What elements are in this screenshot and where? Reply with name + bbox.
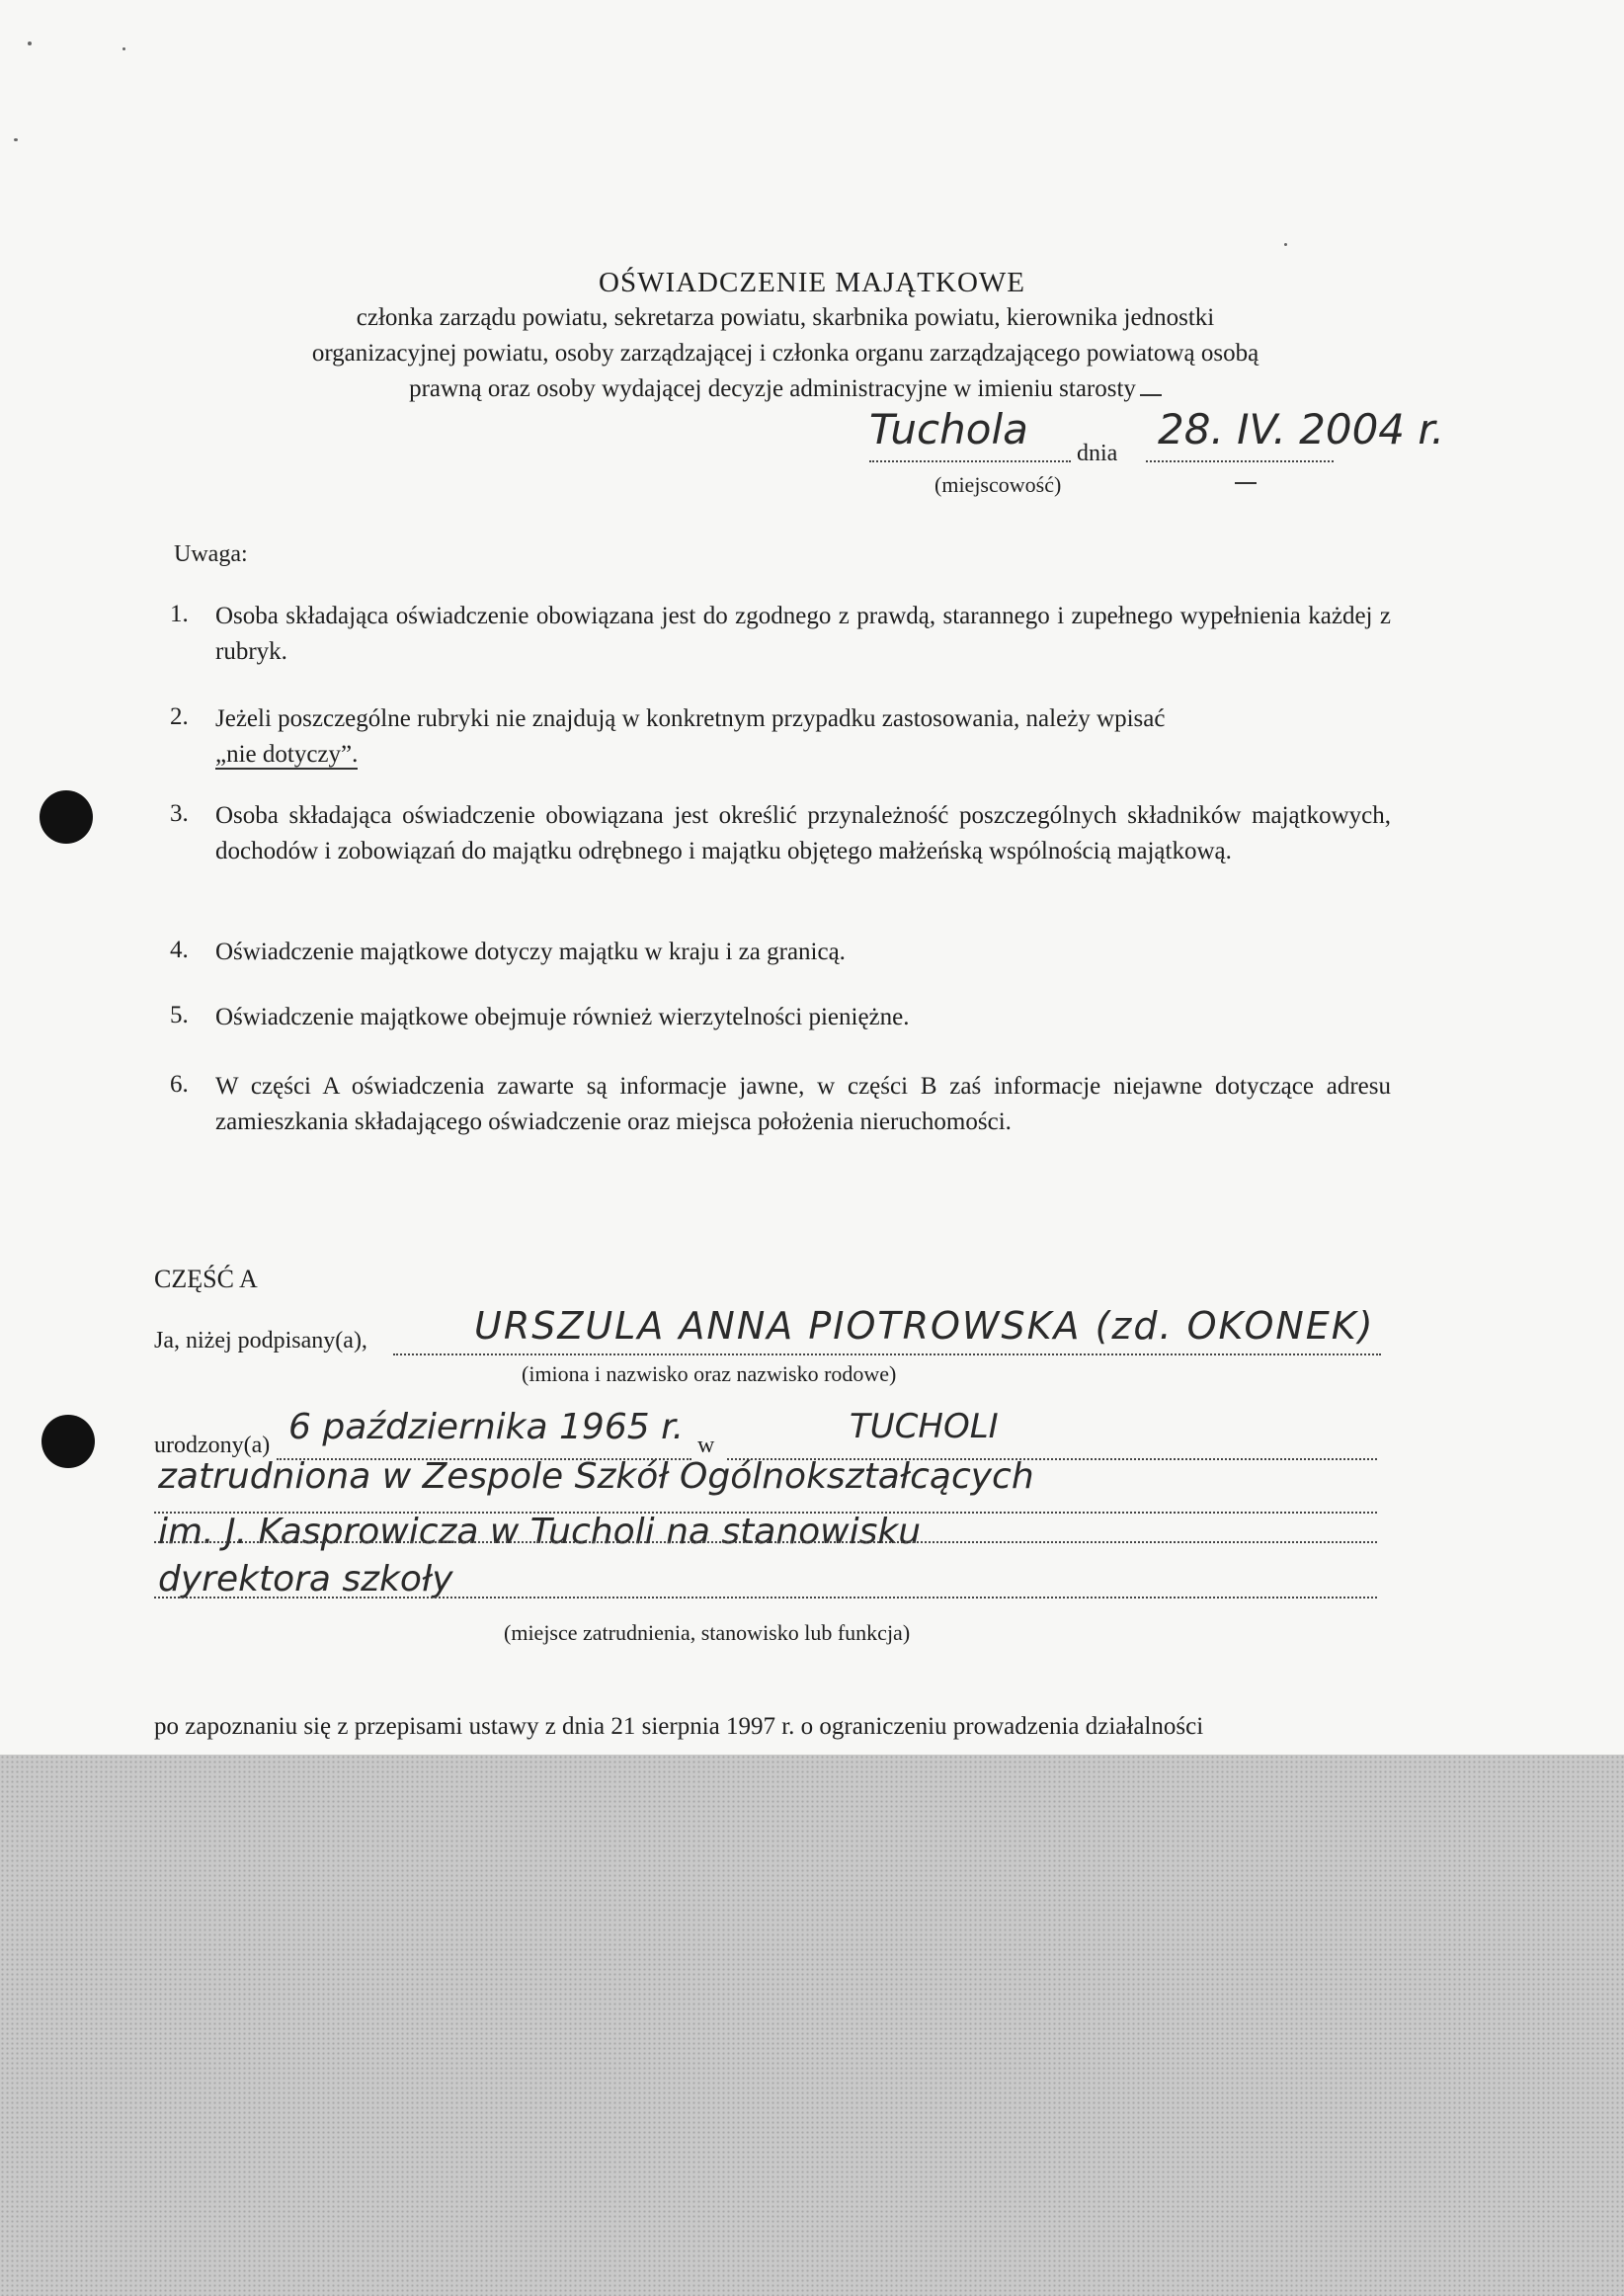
name-caption: (imiona i nazwisko oraz nazwisko rodowe) (522, 1361, 897, 1386)
note-text: Oświadczenie majątkowe obejmuje również wierzytelności pieniężne. (215, 1004, 910, 1030)
note-number: 6. (170, 1071, 189, 1098)
note-text: W części A oświadczenia zawarte są informacje jawne, w części B zaś informacje niejawne dotyczące adresu zamieszkania składającego oświadczenie oraz miejsca położenia nieruchomości. (215, 1073, 1391, 1135)
subtitle-line: organizacyjnej powiatu, osoby zarządzającej i członka organu zarządzającego powiatową osobą (311, 340, 1259, 367)
employment-caption: (miejsce zatrudnienia, stanowisko lub funkcja) (504, 1620, 911, 1645)
punch-hole (40, 790, 93, 844)
place-dotted-line (869, 460, 1071, 462)
note-text-part: Jeżeli poszczególne rubryki nie znajdują w konkretnym przypadku zastosowania, należy wpisać (215, 705, 1166, 732)
subtitle-line: członka zarządu powiatu, sekretarza powiatu, skarbnika powiatu, kierownika jednostki (356, 304, 1215, 331)
redacted-area (0, 1755, 1624, 2296)
note-number: 5. (170, 1002, 189, 1028)
note-text (215, 701, 1391, 773)
name-dotted-line (393, 1353, 1381, 1355)
note-number: 4. (170, 937, 189, 963)
born-date-value: 6 października 1965 r. (288, 1407, 685, 1447)
name-label: Ja, niżej podpisany(a), (154, 1328, 367, 1353)
employment-line: dyrektora szkoły (158, 1559, 453, 1599)
name-value: URSZULA ANNA PIOTROWSKA (zd. OKONEK) (474, 1304, 1375, 1348)
note-text: Osoba składająca oświadczenie obowiązana jest do zgodnego z prawdą, starannego i zupełnego wypełnienia każdej z rubryk. (215, 603, 1391, 665)
employment-line: zatrudniona w Zespole Szkół Ogólnokształcących (158, 1456, 1034, 1497)
note-number: 2. (170, 703, 189, 730)
document-title: OŚWIADCZENIE MAJĄTKOWE (599, 267, 1025, 298)
scan-speck (14, 138, 18, 141)
scan-speck (1284, 243, 1287, 246)
born-label: urodzony(a) (154, 1433, 271, 1458)
note-text-underlined: „nie dotyczy”. (215, 741, 359, 768)
date-value: 28. IV. 2004 r. (1158, 405, 1445, 453)
born-place-value: TUCHOLI (850, 1407, 999, 1446)
employment-line: im. J. Kasprowicza w Tucholi na stanowisku (158, 1512, 922, 1552)
place-caption: (miejscowość) (934, 472, 1062, 497)
place-value: Tuchola (869, 405, 1028, 453)
scan-speck (122, 47, 125, 50)
punch-hole (41, 1415, 95, 1468)
employment-dotted-line (154, 1597, 1377, 1599)
subtitle-line (158, 371, 1413, 407)
subtitle-line-text: prawną oraz osoby wydającej decyzje administracyjne w imieniu starosty (409, 375, 1136, 402)
scan-speck (28, 41, 32, 45)
part-a-heading: CZĘŚĆ A (154, 1265, 258, 1293)
document-subtitle (158, 300, 1413, 407)
closing-text: po zapoznaniu się z przepisami ustawy z dnia 21 sierpnia 1997 r. o ograniczeniu prowadzenia działalności (154, 1713, 1204, 1740)
date-label: dnia (1077, 441, 1118, 466)
note-number: 3. (170, 800, 189, 827)
note-text: Oświadczenie majątkowe dotyczy majątku w kraju i za granicą. (215, 939, 846, 965)
note-number: 1. (170, 601, 189, 627)
notes-heading: Uwaga: (174, 541, 248, 567)
born-w-label: w (697, 1433, 715, 1458)
dash-mark (1235, 482, 1257, 484)
note-text: Osoba składająca oświadczenie obowiązana jest określić przynależność poszczególnych składników majątkowych, dochodów i zobowiązań do majątku odrębnego i majątku objętego małżeńską wspólnością majątkową. (215, 802, 1391, 864)
employment-dotted-line (154, 1541, 1377, 1543)
date-dotted-line (1146, 460, 1334, 462)
